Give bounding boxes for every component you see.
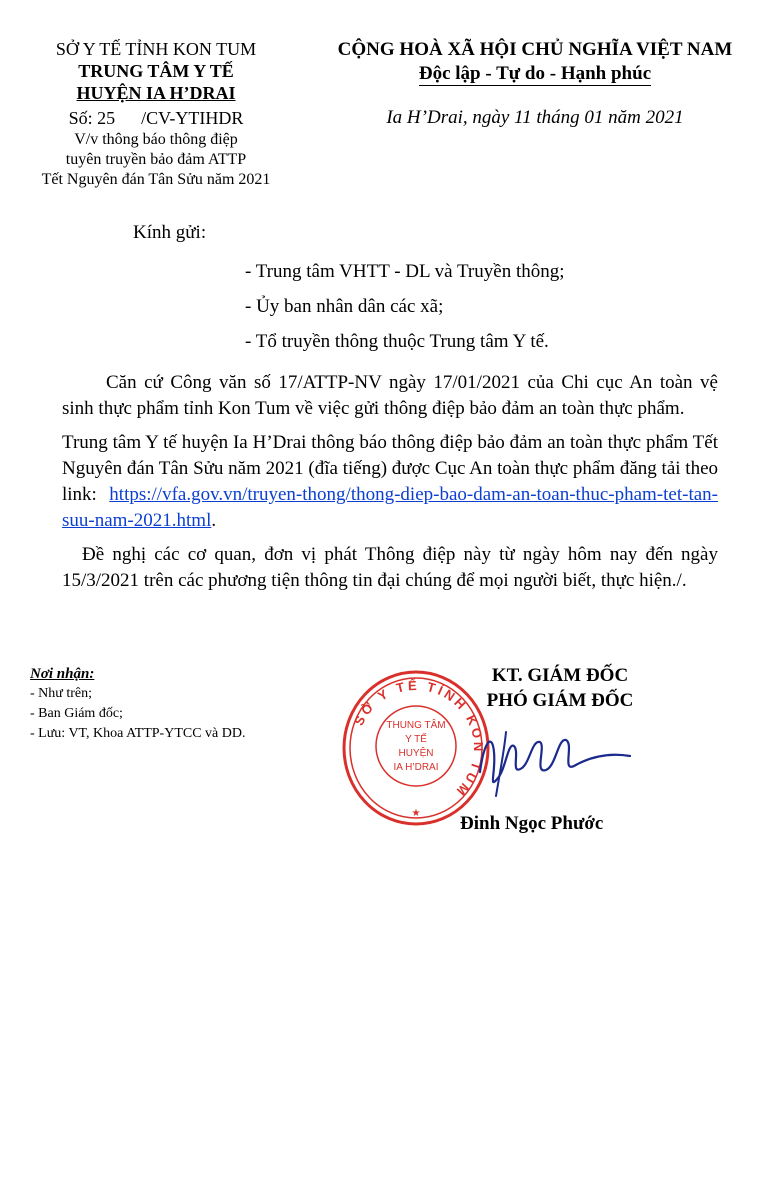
- body-paragraph-2-end: .: [211, 510, 217, 531]
- nation-motto: [300, 62, 770, 86]
- body-paragraph-3: [62, 542, 718, 594]
- recipient-item: - Tổ truyền thông thuộc Trung tâm Y tế.: [245, 331, 549, 352]
- distribution-item: - Lưu: VT, Khoa ATTP-YTCC và DD.: [30, 726, 246, 741]
- svg-text:★: ★: [411, 808, 421, 819]
- recipient-list: [245, 254, 565, 359]
- subject-line-1: V/v thông báo thông điệp: [74, 131, 238, 148]
- national-header-block: [300, 38, 770, 130]
- distribution-item: - Như trên;: [30, 686, 93, 701]
- seal-inner-line-4: IA H’DRAI: [393, 762, 439, 773]
- agency-name-line-2: [8, 82, 304, 104]
- signer-role-2: PHÓ GIÁM ĐỐC: [486, 690, 634, 711]
- seal-outer-text: SỞ Y TẾ TỈNH KON TUM: [351, 677, 487, 801]
- body-paragraph-2-text: Trung tâm Y tế huyện Ia H’Drai thông báo thông điệp bảo đảm an toàn thực phẩm Tết Nguyên đán Tân Sửu năm 2021 (đĩa tiếng) được Cục An toàn thực phẩm đăng tải theo link:: [62, 432, 718, 505]
- parent-agency: SỞ Y TẾ TỈNH KON TUM: [55, 39, 257, 59]
- nation-motto-text: Độc lập - Tự do - Hạnh phúc: [418, 63, 652, 84]
- distribution-list: [30, 664, 246, 744]
- body-paragraph-1-text: Căn cứ Công văn số 17/ATTP-NV ngày 17/01/2021 của Chi cục An toàn vệ sinh thực phẩm tỉnh Kon Tum về việc gửi thông điệp bảo đảm an toàn thực phẩm.: [62, 372, 718, 419]
- nation-title: CỘNG HOÀ XÃ HỘI CHỦ NGHĨA VIỆT NAM: [337, 39, 733, 60]
- body-paragraph-1: [62, 370, 718, 422]
- document-number-prefix: Số: 25: [68, 108, 116, 128]
- signer-role-1: KT. GIÁM ĐỐC: [491, 665, 629, 686]
- document-number: [8, 106, 304, 130]
- subject-line-2: tuyên truyền bảo đảm ATTP: [65, 151, 247, 168]
- seal-inner-line-2: Y TẾ: [405, 734, 427, 745]
- document-body: [62, 370, 718, 602]
- recipient-item: - Trung tâm VHTT - DL và Truyền thông;: [245, 261, 565, 282]
- recipient-item: - Ủy ban nhân dân các xã;: [245, 296, 444, 317]
- signer-name: Đinh Ngọc Phước: [460, 813, 604, 834]
- seal-inner-line-1: THUNG TÂM: [386, 720, 446, 731]
- body-paragraph-3-text: Đề nghị các cơ quan, đơn vị phát Thông điệp này từ ngày hôm nay đến ngày 15/3/2021 trên các phương tiện thông tin đại chúng để mọi người biết, thực hiện./.: [62, 544, 718, 591]
- agency-name-line-1: TRUNG TÂM Y TẾ: [78, 61, 234, 81]
- handwritten-signature-icon: [470, 712, 640, 802]
- place-and-date: Ia H’Drai, ngày 11 tháng 01 năm 2021: [386, 107, 684, 128]
- seal-inner-line-3: HUYỆN: [398, 748, 434, 759]
- issuing-agency-block: [8, 38, 304, 190]
- distribution-title: Nơi nhận:: [30, 666, 95, 682]
- body-paragraph-2: [62, 430, 718, 534]
- agency-name-line-2-text: HUYỆN IA H’DRAI: [76, 83, 236, 103]
- subject-line-3: Tết Nguyên đán Tân Sửu năm 2021: [41, 171, 271, 188]
- distribution-item: - Ban Giám đốc;: [30, 706, 123, 721]
- document-number-suffix: /CV-YTIHDR: [141, 108, 244, 128]
- salutation: Kính gửi:: [133, 222, 207, 243]
- announcement-link[interactable]: https://vfa.gov.vn/truyen-thong/thong-diep-bao-dam-an-toan-thuc-pham-tet-tan-suu-nam-2021.html: [62, 484, 718, 531]
- signature-block: [430, 663, 690, 713]
